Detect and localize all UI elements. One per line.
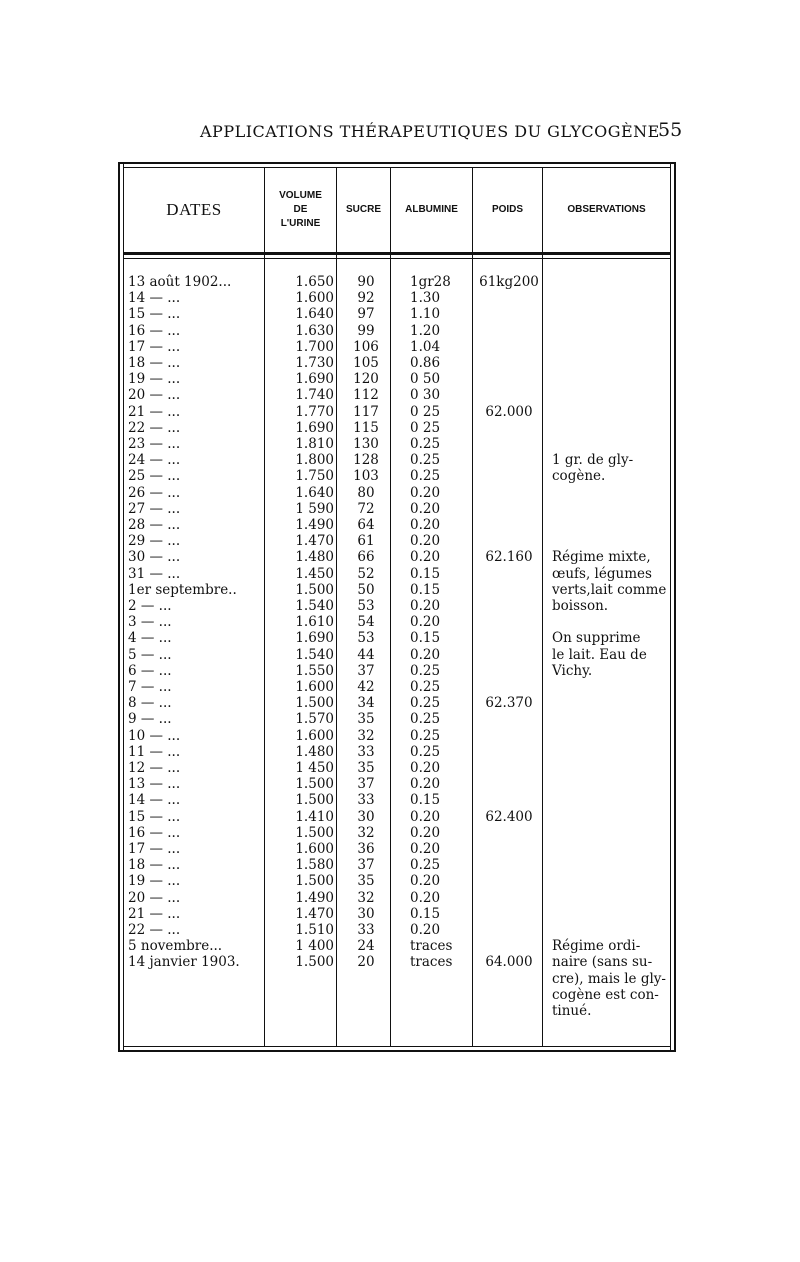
volume-cell: 1.600 [295,727,334,744]
table-row [118,922,676,938]
albumine-cell: 0.15 [410,792,441,809]
albumine-cell: 0.86 [410,355,441,371]
observation-note [552,630,670,679]
table-row [118,614,676,630]
date-cell: 22 — ... [128,922,181,938]
sucre-cell: 44 [357,646,375,663]
date-cell: 16 — ... [128,824,181,841]
observation-line: boisson. [552,598,609,614]
header-albumine: ALBUMINE [405,204,458,215]
volume-cell: 1.470 [295,905,334,922]
sucre-cell: 53 [357,598,375,614]
albumine-cell: 0.25 [410,695,441,712]
sucre-cell: 36 [357,841,375,857]
volume-cell: 1.770 [295,403,334,420]
table-row [118,679,676,695]
table-row [118,355,676,371]
date-cell: 30 — ... [128,549,181,566]
date-cell: 6 — ... [128,662,172,679]
table-row [118,906,676,922]
sucre-cell: 35 [357,760,375,776]
volume-cell: 1.470 [295,533,334,550]
albumine-cell: 0.20 [410,922,441,938]
date-cell: 28 — ... [128,517,181,533]
sucre-cell: 130 [353,436,379,452]
observation-note [552,452,670,484]
table-row [118,695,676,711]
volume-cell: 1 400 [295,938,334,955]
albumine-cell: traces [410,954,453,971]
table-row [118,825,676,841]
observation-line: cogène est con- [552,986,659,1003]
table-row [118,792,676,808]
date-cell: 20 — ... [128,889,181,906]
header-volume [265,174,336,246]
date-cell: 23 — ... [128,436,181,452]
volume-cell: 1.500 [295,695,334,712]
volume-cell: 1.630 [295,322,334,339]
volume-cell: 1.500 [295,824,334,841]
header-volume-line-1: VOLUME [279,190,322,201]
volume-cell: 1.500 [295,776,334,793]
table-row [118,420,676,436]
albumine-cell: 0.20 [410,533,441,550]
date-cell: 17 — ... [128,841,181,857]
table-row [118,436,676,452]
table-row [118,404,676,420]
albumine-cell: 0.20 [410,889,441,906]
albumine-cell: 0.15 [410,565,441,582]
sucre-cell: 32 [357,889,375,906]
observation-line: Régime ordi- [552,938,641,955]
albumine-cell: 0.20 [410,549,441,566]
volume-cell: 1.690 [295,630,334,647]
volume-cell: 1.500 [295,873,334,890]
volume-cell: 1.480 [295,743,334,760]
volume-cell: 1.730 [295,355,334,371]
albumine-cell: 0.25 [410,468,441,485]
observation-line: Vichy. [552,662,593,679]
date-cell: 8 — ... [128,695,172,712]
sucre-cell: 33 [357,922,375,938]
poids-cell: 64.000 [485,954,533,971]
table-row [118,339,676,355]
sucre-cell: 103 [353,468,379,485]
date-cell: 14 — ... [128,290,181,307]
table-row [118,711,676,727]
observation-line: le lait. Eau de [552,646,647,663]
poids-cell: 61kg200 [479,274,539,290]
date-cell: 7 — ... [128,679,172,695]
albumine-cell: 0.20 [410,646,441,663]
observation-line: œufs, légumes [552,565,652,582]
volume-cell: 1.540 [295,598,334,614]
date-cell: 21 — ... [128,403,181,420]
sucre-cell: 37 [357,857,375,874]
sucre-cell: 120 [353,371,379,388]
albumine-cell: 0.20 [410,776,441,793]
table-row [118,776,676,792]
date-cell: 24 — ... [128,452,181,469]
volume-cell: 1.570 [295,711,334,728]
date-cell: 14 janvier 1903. [128,954,240,971]
albumine-cell: 1.10 [410,306,441,323]
albumine-cell: 0.20 [410,824,441,841]
volume-cell: 1.640 [295,306,334,323]
albumine-cell: 0.25 [410,743,441,760]
date-cell: 17 — ... [128,338,181,355]
poids-cell: 62.160 [485,549,533,566]
date-cell: 5 — ... [128,646,172,663]
volume-cell: 1.500 [295,954,334,971]
date-cell: 15 — ... [128,306,181,323]
sucre-cell: 32 [357,727,375,744]
volume-cell: 1.750 [295,468,334,485]
volume-cell: 1.800 [295,452,334,469]
observation-line: Régime mixte, [552,549,651,566]
albumine-cell: 0.20 [410,500,441,517]
table-row [118,533,676,549]
observation-line: tinué. [552,1003,592,1019]
sucre-cell: 35 [357,711,375,728]
albumine-cell: 0.20 [410,598,441,614]
observation-note [552,938,670,1019]
albumine-cell: 0.20 [410,873,441,890]
date-cell: 27 — ... [128,500,181,517]
sucre-cell: 112 [353,387,379,404]
albumine-cell: 0.25 [410,711,441,728]
sucre-cell: 92 [357,290,375,307]
observation-line: naire (sans su- [552,954,653,971]
sucre-cell: 24 [357,938,375,955]
albumine-cell: 0.15 [410,581,441,598]
date-cell: 13 — ... [128,776,181,793]
albumine-cell: 0.20 [410,614,441,631]
table-row [118,728,676,744]
albumine-cell: 0.25 [410,727,441,744]
table-row [118,517,676,533]
observation-line: 1 gr. de gly- [552,452,634,469]
sucre-cell: 54 [357,614,375,631]
date-cell: 20 — ... [128,387,181,404]
table-border-top-inner [123,167,671,168]
date-cell: 26 — ... [128,484,181,501]
sucre-cell: 37 [357,662,375,679]
header-volume-line-3: L'URINE [280,218,321,229]
albumine-cell: 0.25 [410,436,441,452]
header-rule [124,252,670,255]
table-row [118,744,676,760]
header-observations: OBSERVATIONS [567,204,646,215]
volume-cell: 1.600 [295,841,334,857]
volume-cell: 1.600 [295,679,334,695]
date-cell: 10 — ... [128,727,181,744]
sucre-cell: 53 [357,630,375,647]
date-cell: 19 — ... [128,371,181,388]
volume-cell: 1.540 [295,646,334,663]
albumine-cell: 0 30 [410,387,441,404]
sucre-cell: 33 [357,792,375,809]
sucre-cell: 30 [357,808,375,825]
volume-cell: 1.450 [295,565,334,582]
observation-line: cogène. [552,468,606,485]
albumine-cell: 1.30 [410,290,441,307]
date-cell: 1er septembre.. [128,581,237,598]
page-title: APPLICATIONS THÉRAPEUTIQUES DU GLYCOGÈNE [200,122,660,141]
volume-cell: 1.480 [295,549,334,566]
date-cell: 4 — ... [128,630,172,647]
volume-cell: 1.690 [295,371,334,388]
sucre-cell: 50 [357,581,375,598]
volume-cell: 1.810 [295,436,334,452]
sucre-cell: 115 [353,419,379,436]
volume-cell: 1.510 [295,922,334,938]
sucre-cell: 30 [357,905,375,922]
albumine-cell: 0.20 [410,484,441,501]
table-row [118,323,676,339]
table-border-bottom [118,1050,676,1052]
table-row [118,501,676,517]
sucre-cell: 20 [357,954,375,971]
albumine-cell: 0 25 [410,403,441,420]
volume-cell: 1.500 [295,792,334,809]
poids-cell: 62.000 [485,403,533,420]
header-volume-line-2: DE [293,204,308,215]
table-row [118,857,676,873]
date-cell: 5 novembre... [128,938,223,955]
albumine-cell: 0.20 [410,760,441,776]
observation-line: verts,lait comme [552,581,667,598]
date-cell: 13 août 1902... [128,274,232,290]
poids-cell: 62.400 [485,808,533,825]
table-row [118,485,676,501]
table-row [118,760,676,776]
volume-cell: 1.690 [295,419,334,436]
running-head [0,118,800,148]
date-cell: 29 — ... [128,533,181,550]
volume-cell: 1.610 [295,614,334,631]
volume-cell: 1.640 [295,484,334,501]
albumine-cell: 1.04 [410,338,441,355]
volume-cell: 1.500 [295,581,334,598]
sucre-cell: 99 [357,322,375,339]
table-row [118,873,676,889]
albumine-cell: 0.25 [410,679,441,695]
volume-cell: 1.490 [295,517,334,533]
date-cell: 31 — ... [128,565,181,582]
table-row [118,809,676,825]
date-cell: 2 — ... [128,598,172,614]
sucre-cell: 34 [357,695,375,712]
albumine-cell: traces [410,938,453,955]
albumine-cell: 0.15 [410,630,441,647]
albumine-cell: 1gr28 [410,274,451,290]
volume-cell: 1.600 [295,290,334,307]
data-table [118,162,676,1052]
sucre-cell: 80 [357,484,375,501]
albumine-cell: 0.25 [410,662,441,679]
albumine-cell: 1.20 [410,322,441,339]
date-cell: 14 — ... [128,792,181,809]
date-cell: 12 — ... [128,760,181,776]
albumine-cell: 0.25 [410,452,441,469]
date-cell: 25 — ... [128,468,181,485]
header-rule-thin [124,258,670,259]
observation-line: cre), mais le gly- [552,970,666,987]
sucre-cell: 37 [357,776,375,793]
sucre-cell: 128 [353,452,379,469]
table-row [118,841,676,857]
table-row [118,290,676,306]
date-cell: 22 — ... [128,419,181,436]
date-cell: 18 — ... [128,857,181,874]
volume-cell: 1 590 [295,500,334,517]
volume-cell: 1.490 [295,889,334,906]
volume-cell: 1.740 [295,387,334,404]
sucre-cell: 106 [353,338,379,355]
sucre-cell: 97 [357,306,375,323]
volume-cell: 1 450 [295,760,334,776]
table-row [118,371,676,387]
sucre-cell: 105 [353,355,379,371]
header-sucre: SUCRE [345,204,381,215]
date-cell: 11 — ... [128,743,181,760]
table-row [118,306,676,322]
albumine-cell: 0 50 [410,371,441,388]
sucre-cell: 33 [357,743,375,760]
table-border-bottom-inner [123,1046,671,1047]
date-cell: 18 — ... [128,355,181,371]
volume-cell: 1.700 [295,338,334,355]
albumine-cell: 0.15 [410,905,441,922]
albumine-cell: 0 25 [410,419,441,436]
volume-cell: 1.550 [295,662,334,679]
page-number: 55 [658,119,683,141]
header-dates: DATES [166,200,222,219]
albumine-cell: 0.25 [410,857,441,874]
volume-cell: 1.650 [295,274,334,290]
albumine-cell: 0.20 [410,517,441,533]
sucre-cell: 52 [357,565,375,582]
date-cell: 21 — ... [128,905,181,922]
sucre-cell: 72 [357,500,375,517]
sucre-cell: 32 [357,824,375,841]
albumine-cell: 0.20 [410,841,441,857]
sucre-cell: 35 [357,873,375,890]
table-row [118,274,676,290]
sucre-cell: 90 [357,274,375,290]
date-cell: 9 — ... [128,711,172,728]
sucre-cell: 64 [357,517,375,533]
date-cell: 19 — ... [128,873,181,890]
header-poids: POIDS [491,204,524,215]
sucre-cell: 66 [357,549,375,566]
sucre-cell: 61 [357,533,375,550]
date-cell: 3 — ... [128,614,172,631]
table-border-top [118,162,676,164]
table-row [118,890,676,906]
date-cell: 16 — ... [128,322,181,339]
sucre-cell: 42 [357,679,375,695]
observation-line: On supprime [552,630,641,647]
date-cell: 15 — ... [128,808,181,825]
volume-cell: 1.410 [295,808,334,825]
poids-cell: 62.370 [485,695,533,712]
observation-note [552,549,670,614]
volume-cell: 1.580 [295,857,334,874]
albumine-cell: 0.20 [410,808,441,825]
sucre-cell: 117 [353,403,379,420]
table-row [118,387,676,403]
